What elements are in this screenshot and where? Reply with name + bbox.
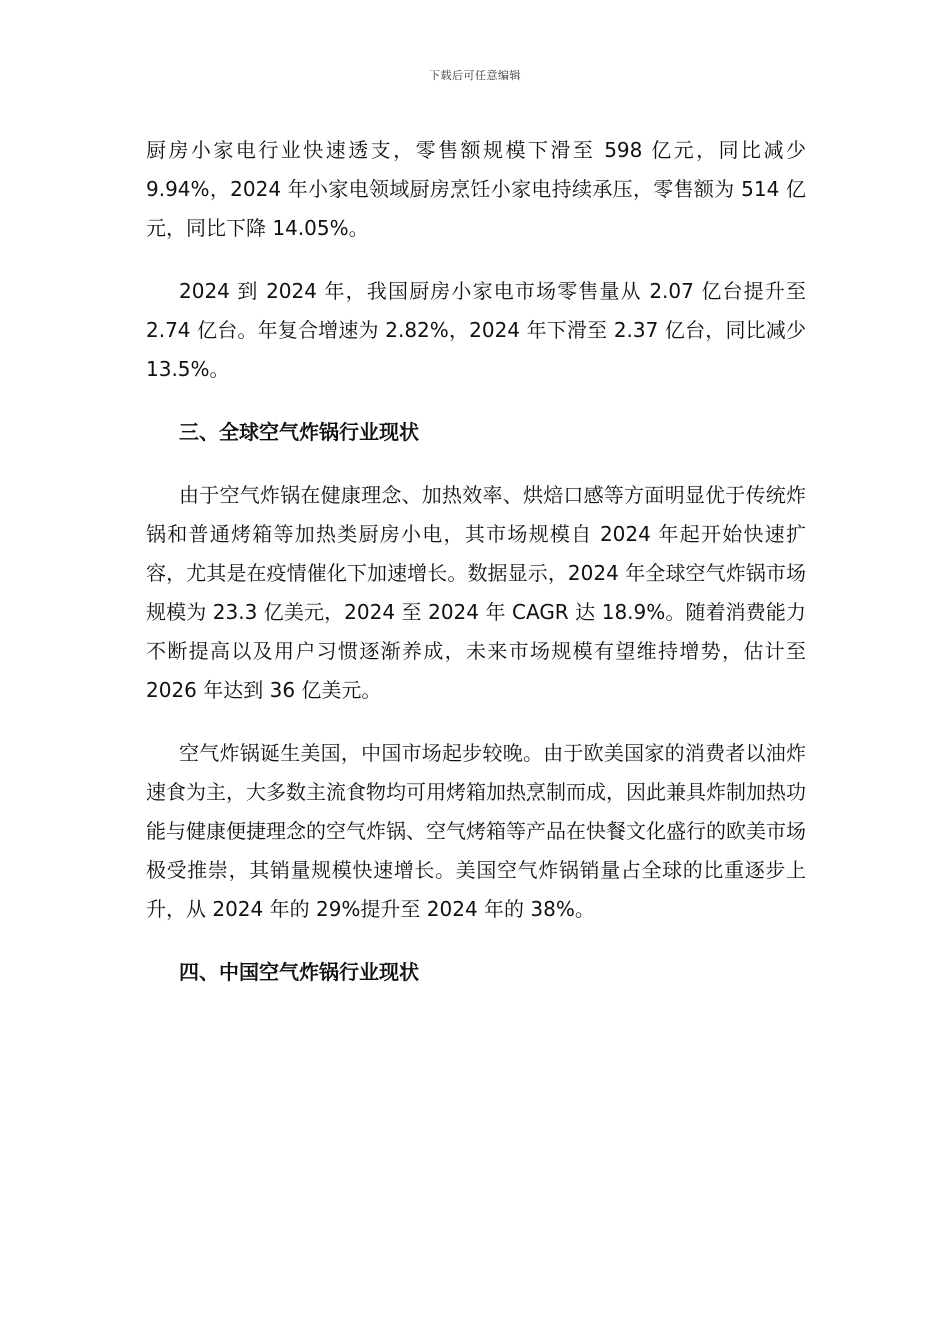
document-body <box>146 131 806 1016</box>
section-heading-china-air-fryer: 四、中国空气炸锅行业现状 <box>179 960 419 984</box>
paragraph-us-market: 空气炸锅诞生美国，中国市场起步较晚。由于欧美国家的消费者以油炸速食为主，大多数主流食物均可用烤箱加热烹制而成，因此兼具炸制加热功能与健康便捷理念的空气炸锅、空气烤箱等产品在快餐文化盛行的欧美市场极受推崇，其销量规模快速增长。美国空气炸锅销量占全球的比重逐步上升，从 2024 年的 29%提升至 2024 年的 38%。 <box>146 741 806 921</box>
paragraph-kitchen-appliance-sales: 厨房小家电行业快速透支，零售额规模下滑至 598 亿元，同比减少 9.94%，2024 年小家电领域厨房烹饪小家电持续承压，零售额为 514 亿元，同比下降 14.05%。 <box>146 138 806 240</box>
header-note: 下载后可任意编辑 <box>429 69 521 82</box>
paragraph-global-market-size: 由于空气炸锅在健康理念、加热效率、烘焙口感等方面明显优于传统炸锅和普通烤箱等加热类厨房小电，其市场规模自 2024 年起开始快速扩容，尤其是在疫情催化下加速增长。数据显示，2024 年全球空气炸锅市场规模为 23.3 亿美元，2024 至 2024 年 CAGR 达 18.9%。随着消费能力不断提高以及用户习惯逐渐养成，未来市场规模有望维持增势，估计至 2026 年达到 36 亿美元。 <box>146 483 806 702</box>
paragraph-retail-volume: 2024 到 2024 年，我国厨房小家电市场零售量从 2.07 亿台提升至 2.74 亿台。年复合增速为 2.82%，2024 年下滑至 2.37 亿台，同比减少 13.5%。 <box>146 279 806 381</box>
section-heading-global-air-fryer: 三、全球空气炸锅行业现状 <box>179 420 419 444</box>
